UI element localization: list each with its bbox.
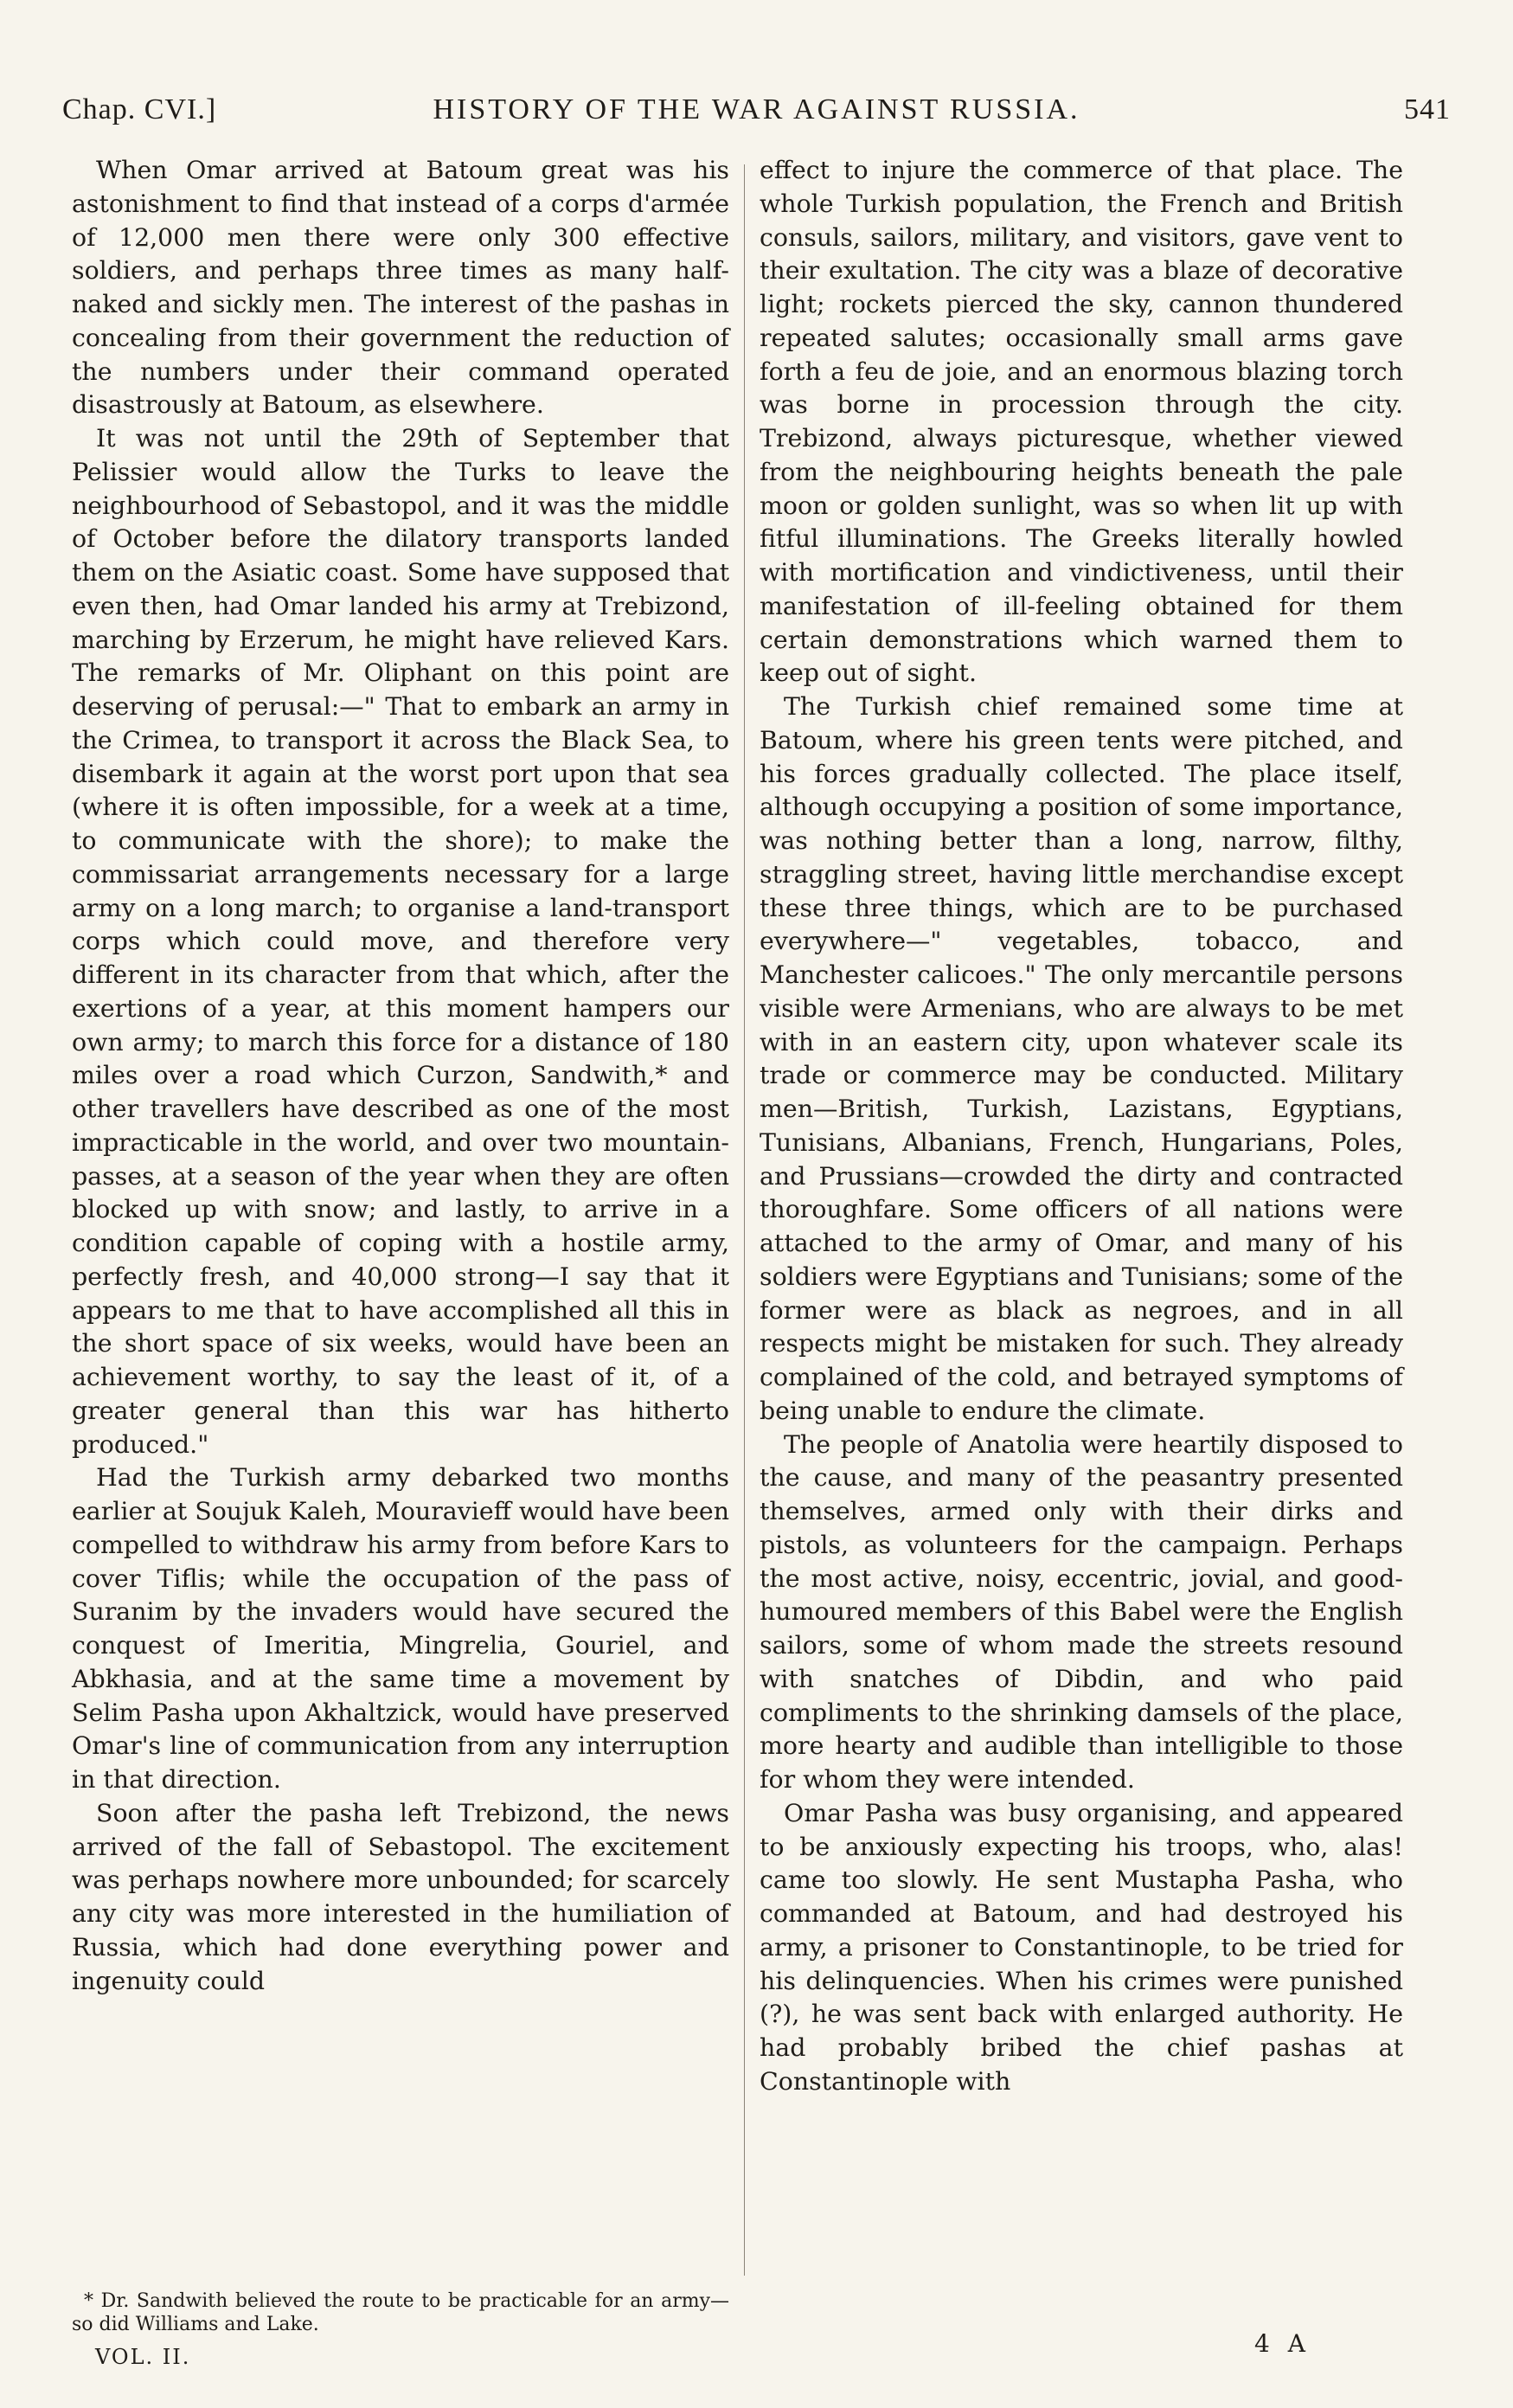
- footnote-text: * Dr. Sandwith believed the route to be practicable for an army—so did Williams and Lake.: [72, 2290, 729, 2335]
- page-number: 541: [1404, 93, 1451, 125]
- column-divider: [744, 164, 745, 2276]
- paragraph: Had the Turkish army debarked two months earlier at Soujuk Kaleh, Mouravieff would have been compelled to withdraw his army from before Kars to cover Tiflis; while the occupation of the pass of Suranim by the invaders would have secured the conquest of Imeritia, Mingrelia, Gouriel, and Abkhasia, and at the same time a movement by Selim Pasha upon Akhaltzick, would have preserved Omar's line of communication from any interruption in that direction.: [72, 1463, 729, 1794]
- paragraph: The people of Anatolia were heartily disposed to the cause, and many of the peasantry presented themselves, armed only with their dirks and pistols, as volunteers for the campaign. Perhaps the most active, noisy, eccentric, jovial, and good-humoured members of this Babel were the English sailors, some of whom made the streets resound with snatches of Dibdin, and who paid compliments to the shrinking damsels of the place, more hearty and audible than intelligible to those for whom they were intended.: [760, 1429, 1403, 1794]
- paragraph: Soon after the pasha left Trebizond, the news arrived of the fall of Sebastopol. The excitement was perhaps nowhere more unbounded; for scarcely any city was more interested in the humiliation of Russia, which had done everything power and ingenuity could: [72, 1798, 729, 1995]
- right-column: [760, 154, 1403, 2099]
- paragraph: effect to injure the commerce of that place. The whole Turkish population, the French and British consuls, sailors, military, and visitors, gave vent to their exultation. The city was a blaze of decorative light; rockets pierced the sky, cannon thundered repeated salutes; occasionally small arms gave forth a feu de joie, and an enormous blazing torch was borne in procession through the city. Trebizond, always picturesque, whether viewed from the neighbouring heights beneath the pale moon or golden sunlight, was so when lit up with fitful illuminations. The Greeks literally howled with mortification and vindictiveness, until their manifestation of ill-feeling obtained for them certain demonstrations which warned them to keep out of sight.: [760, 156, 1403, 688]
- chapter-label: Chap. CVI.]: [62, 93, 217, 125]
- footnote: [72, 2289, 729, 2336]
- running-header: [62, 93, 1451, 137]
- left-column: [72, 154, 729, 1998]
- paragraph: It was not until the 29th of September that Pelissier would allow the Turks to leave the neighbourhood of Sebastopol, and it was the middle of October before the dilatory transports landed them on the Asiatic coast. Some have supposed that even then, had Omar landed his army at Trebizond, marching by Erzerum, he might have relieved Kars. The remarks of Mr. Oliphant on this point are deserving of perusal:—" That to embark an army in the Crimea, to transport it across the Black Sea, to disembark it again at the worst port upon that sea (where it is often impossible, for a week at a time, to communicate with the shore); to make the commissariat arrangements necessary for a large army on a long march; to organise a land-transport corps which could move, and therefore very different in its character from that which, after the exertions of a year, at this moment hampers our own army; to march this force for a distance of 180 miles over a road which Curzon, Sandwith,* and other travellers have described as one of the most impracticable in the world, and over two mountain-passes, at a season of the year when they are often blocked up with snow; and lastly, to arrive in a condition capable of coping with a hostile army, perfectly fresh, and 40,000 strong—I say that it appears to me that to have accomplished all this in the short space of six weeks, would have been an achievement worthy, to say the least of it, of a greater general than this war has hitherto produced.": [72, 424, 729, 1459]
- volume-mark: VOL. II.: [95, 2345, 191, 2369]
- signature-mark: 4 A: [1254, 2329, 1311, 2358]
- paragraph: Omar Pasha was busy organising, and appeared to be anxiously expecting his troops, who, alas! came too slowly. He sent Mustapha Pasha, who commanded at Batoum, and had destroyed his army, a prisoner to Constantinople, to be tried for his delinquencies. When his crimes were punished (?), he was sent back with enlarged authority. He had probably bribed the chief pashas at Constantinople with: [760, 1798, 1403, 2096]
- paragraph: When Omar arrived at Batoum great was his astonishment to find that instead of a corps d'armée of 12,000 men there were only 300 effective soldiers, and perhaps three times as many half-naked and sickly men. The interest of the pashas in concealing from their government the reduction of the numbers under their command operated disastrously at Batoum, as elsewhere.: [72, 156, 729, 420]
- running-title: HISTORY OF THE WAR AGAINST RUSSIA.: [433, 93, 1080, 125]
- paragraph: The Turkish chief remained some time at Batoum, where his green tents were pitched, and his forces gradually collected. The place itself, although occupying a position of some importance, was nothing better than a long, narrow, filthy, straggling street, having little merchandise except these three things, which are to be purchased everywhere—" vegetables, tobacco, and Manchester calicoes." The only mercantile persons visible were Armenians, who are always to be met with in an eastern city, upon whatever scale its trade or commerce may be conducted. Military men—British, Turkish, Lazistans, Egyptians, Tunisians, Albanians, French, Hungarians, Poles, and Prussians—crowded the dirty and contracted thoroughfare. Some officers of all nations were attached to the army of Omar, and many of his soldiers were Egyptians and Tunisians; some of the former were as black as negroes, and in all respects might be mistaken for such. They already complained of the cold, and betrayed symptoms of being unable to endure the climate.: [760, 692, 1403, 1425]
